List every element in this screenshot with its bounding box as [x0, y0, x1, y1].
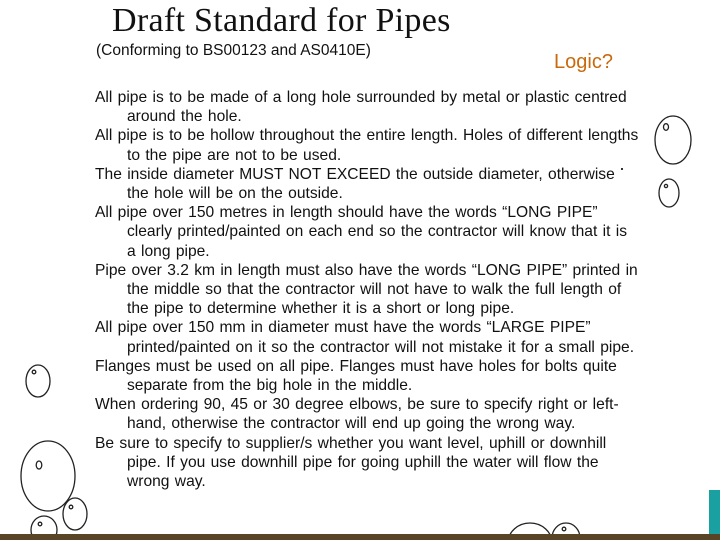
- rule-item: All pipe over 150 metres in length should have the words “LONG PIPE” clearly printed/painted on each end so the contractor will know that it is a long pipe.: [95, 204, 628, 260]
- rule-item: The inside diameter MUST NOT EXCEED the outside diameter, otherwise the hole will be on the outside.: [95, 165, 615, 203]
- rules-list: [95, 88, 640, 491]
- page-title: Draft Standard for Pipes: [112, 2, 451, 39]
- rule-item: Flanges must be used on all pipe. Flanges must have holes for bolts quite separate from the big hole in the middle.: [95, 357, 617, 395]
- rule-item: All pipe is to be hollow throughout the entire length. Holes of different lengths to the pipe are not to be used.: [95, 127, 639, 164]
- bubble-icon: [21, 441, 75, 511]
- bubble-icon: [26, 365, 50, 397]
- rule-item: All pipe over 150 mm in diameter must have the words “LARGE PIPE” printed/painted on it so the contractor will not mistake it for a small pipe.: [95, 319, 635, 356]
- rule-item: When ordering 90, 45 or 30 degree elbows, be sure to specify right or left-hand, otherwise the contractor will end up going the wrong way.: [95, 396, 619, 433]
- bubble-icon: [659, 179, 679, 207]
- bottom-bar: [0, 534, 720, 540]
- page-subtitle: (Conforming to BS00123 and AS0410E): [96, 42, 371, 59]
- accent-edge: [709, 490, 720, 534]
- rule-item: Be sure to specify to supplier/s whether you want level, uphill or downhill pipe. If you use downhill pipe for going uphill the water will flow the wrong way.: [95, 434, 607, 491]
- rule-item: All pipe is to be made of a long hole surrounded by metal or plastic centred around the hole.: [95, 89, 627, 126]
- bubble-icon: [63, 498, 87, 530]
- rule-item: Pipe over 3.2 km in length must also have the words “LONG PIPE” printed in the middle so that the contractor will not have to walk the full length of the pipe to determine whether it is a short or long pipe.: [95, 261, 638, 318]
- logic-note: Logic?: [554, 51, 613, 73]
- bubble-icon: [655, 116, 691, 164]
- speck: [621, 168, 623, 170]
